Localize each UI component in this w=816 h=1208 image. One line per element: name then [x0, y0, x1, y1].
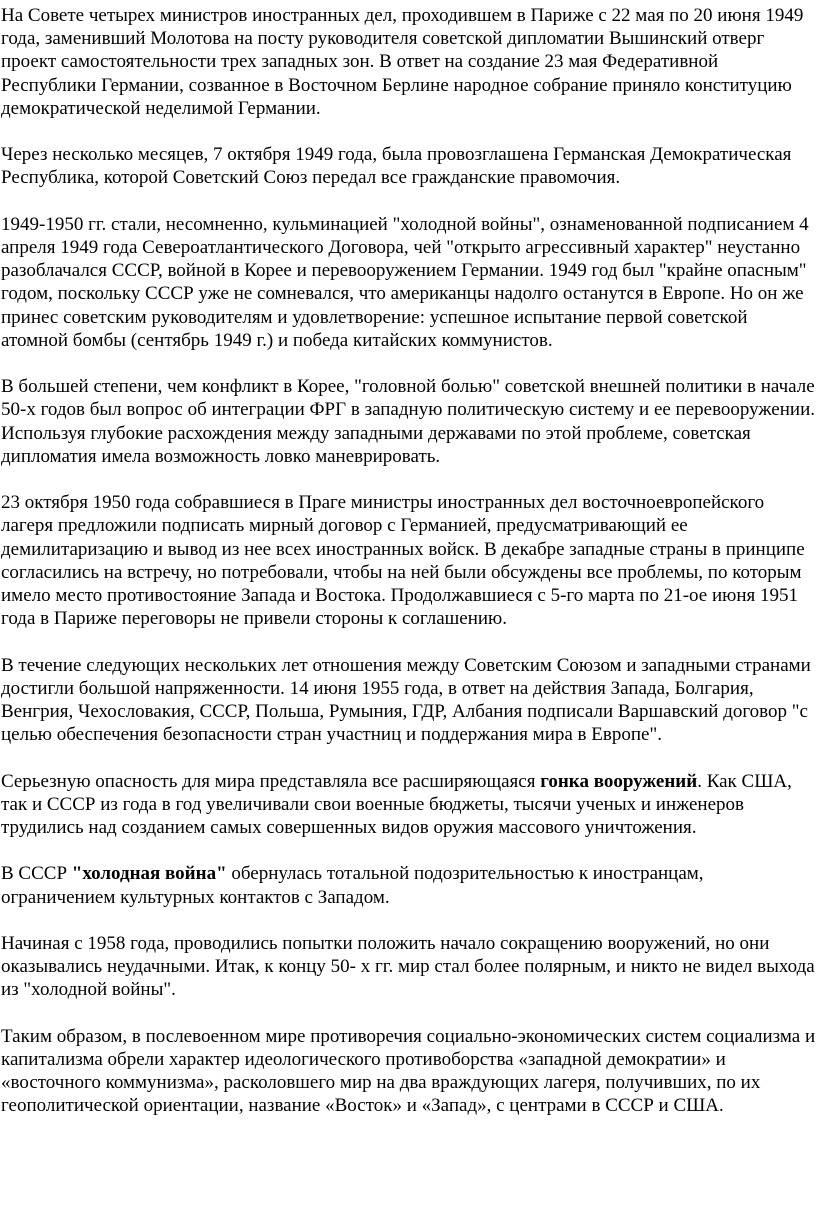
- paragraph-frg-integration: В большей степени, чем конфликт в Корее, "головной болью" советской внешней политики в начале 50-х годов был вопрос об интеграции ФРГ в западную политическую систему и ее перевооружении. Используя глубокие расхождения между западными державами по этой проблеме, советская дипломатия имела возможность ловко маневрировать.: [1, 376, 815, 467]
- arms-race-text-after: . Как США, так и СССР из года в год увеличивали свои военные бюджеты, тысячи ученых и инженеров трудились над созданием самых совершенных видов оружия массового уничтожения.: [1, 770, 792, 839]
- paragraph-cold-war-ussr: [1, 862, 816, 908]
- paragraph-molotov-replacement: На Совете четырех министров иностранных дел, проходившем в Париже с 22 мая по 20 июня 1949 года, заменивший Молотова на посту руководителя советской дипломатии Вышинский отверг проект самостоятельности трех западных зон. В ответ на создание 23 мая Федеративной Республики Германии, созванное в Восточном Берлине народное собрание приняло конституцию демократической неделимой Германии.: [1, 5, 804, 119]
- cold-war-bold-term: "холодная война": [71, 863, 227, 885]
- paragraph-arms-race: [1, 770, 816, 840]
- cold-war-ussr-text-before: В СССР: [1, 863, 72, 885]
- paragraph-prague-meeting: 23 октября 1950 года собравшиеся в Праге министры иностранных дел восточноевропейского лагеря предложили подписать мирный договор с Германией, предусматривающий ее демилитаризацию и вывод из нее всех иностранных войск. В декабре западные страны в принципе согласились на встречу, но потребовали, чтобы на ней были обсуждены все проблемы, по которым имело место противостояние Запада и Востока. Продолжавшиеся с 5-го марта по 21-ое июня 1951 года в Париже переговоры не привели стороны к соглашению.: [1, 492, 805, 630]
- paragraph-disarmament-attempts: Начиная с 1958 года, проводились попытки положить начало сокращению вооружений, но они оказывались неудачными. Итак, к концу 50- х гг. мир стал более полярным, и никто не видел выхода из "холодной войны".: [1, 933, 815, 1001]
- cold-war-ussr-text-after: обернулась тотальной подозрительностью к иностранцам, ограничением культурных контактов с Западом.: [1, 863, 704, 908]
- paragraph-gdr-proclamation: Через несколько месяцев, 7 октября 1949 года, была провозглашена Германская Демократическая Республика, которой Советский Союз передал все гражданские правомочия.: [1, 144, 792, 189]
- arms-race-text-before: Серьезную опасность для мира представляла все расширяющаяся: [1, 770, 541, 792]
- paragraph-cold-war-culmination: 1949-1950 гг. стали, несомненно, кульминацией "холодной войны", ознаменованной подписанием 4 апреля 1949 года Североатлантического Договора, чей "открыто агрессивный характер" неустанно разоблачался СССР, войной в Корее и перевооружением Германии. 1949 год был "крайне опасным" годом, поскольку СССР уже не сомневался, что американцы надолго останутся в Европе. Но он же принес советским руководителям и удовлетворение: успешное испытание первой советской атомной бомбы (сентябрь 1949 г.) и победа китайских коммунистов.: [1, 213, 809, 351]
- arms-race-bold-term: гонка вооружений: [540, 770, 698, 792]
- paragraph-conclusion: Таким образом, в послевоенном мире противоречия социально-экономических систем социализма и капитализма обрели характер идеологического противоборства «западной демократии» и «восточного коммунизма», расколовшего мир на два враждующих лагеря, получивших, по их геополитической ориентации, название «Восток» и «Запад», с центрами в СССР и США.: [1, 1025, 816, 1117]
- paragraph-warsaw-pact: В течение следующих нескольких лет отношения между Советским Союзом и западными странами достигли большой напряженности. 14 июня 1955 года, в ответ на действия Запада, Болгария, Венгрия, Чехословакия, СССР, Польша, Румыния, ГДР, Албания подписали Варшавский договор "с целью обеспечения безопасности стран участниц и поддержания мира в Европе".: [1, 654, 811, 746]
